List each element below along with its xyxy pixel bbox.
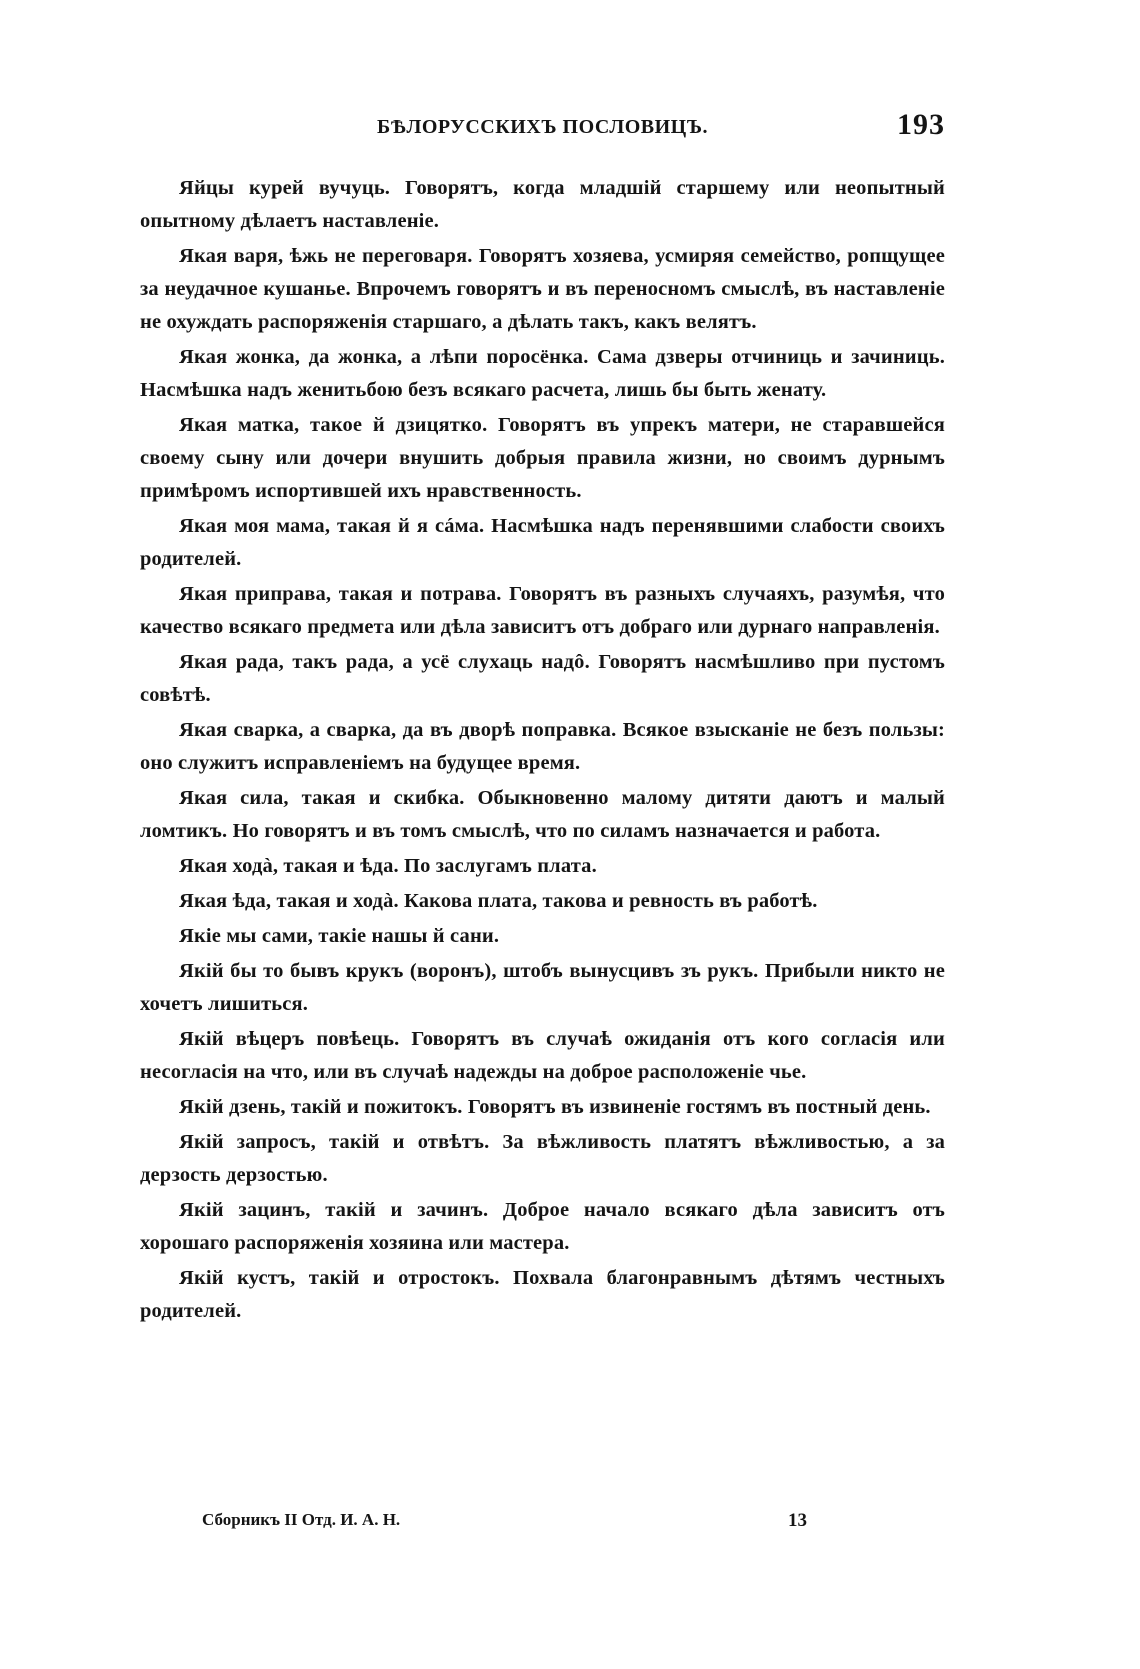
running-head — [140, 108, 945, 148]
proverb-entry: Якая рада, такъ рада, а усё слухаць надô. Говорятъ насмѣшливо при пустомъ совѣтѣ. — [140, 651, 945, 706]
proverb-entry: Якая моя мама, такая й я сáма. Насмѣшка надъ перенявшими слабости своихъ родителей. — [140, 515, 945, 570]
proverb-entry: Якій запросъ, такій и отвѣтъ. За вѣжливость платятъ вѣжливостью, а за дерзость дерзостью. — [140, 1131, 945, 1186]
proverb-entry: Яйцы курей вучуць. Говорятъ, когда младшій старшему или неопытный опытному дѣлаетъ наставленіе. — [140, 177, 945, 232]
sheet-number: 13 — [788, 1510, 807, 1531]
proverb-entry: Якая ходà, такая и ѣда. По заслугамъ плата. — [179, 855, 597, 877]
proverb-entry: Якая приправа, такая и потрава. Говорятъ въ разныхъ случаяхъ, разумѣя, что качество всякаго предмета или дѣла зависитъ отъ добраго или дурнаго направленія. — [140, 583, 945, 638]
page-number: 193 — [897, 108, 945, 141]
proverb-list — [140, 172, 945, 1330]
proverb-entry: Якій зацинъ, такій и зачинъ. Доброе начало всякаго дѣла зависитъ отъ хорошаго распоряженія хозяина или мастера. — [140, 1199, 945, 1254]
proverb-entry: Якая ѣда, такая и ходà. Какова плата, такова и ревность въ работѣ. — [179, 890, 818, 912]
proverb-entry: Якій бы то бывъ крукъ (воронъ), штобъ вынусцивъ зъ рукъ. Прибыли никто не хочетъ лишиться. — [140, 960, 945, 1015]
proverb-entry: Якій вѣцеръ повѣець. Говорятъ въ случаѣ ожиданія отъ кого согласія или несогласія на что, или въ случаѣ надежды на доброе расположеніе чье. — [140, 1028, 945, 1083]
page-footer — [140, 1510, 945, 1540]
running-title: БѢЛОРУССКИХЪ ПОСЛОВИЦЪ. — [376, 116, 709, 138]
proverb-entry: Якая жонка, да жонка, а лѣпи поросёнка. Сама дзверы отчиниць и зачиниць. Насмѣшка надъ женитьбою безъ всякаго расчета, лишь бы быть женату. — [140, 346, 945, 401]
proverb-entry: Якій дзень, такій и пожитокъ. Говорятъ въ извиненіе гостямъ въ постный день. — [179, 1096, 931, 1118]
proverb-entry: Якая матка, такое й дзицятко. Говорятъ въ упрекъ матери, не старавшейся своему сыну или дочери внушить добрыя правила жизни, но своимъ дурнымъ примѣромъ испортившей ихъ нравственность. — [140, 414, 945, 502]
signature-line: Сборникъ II Отд. И. А. Н. — [202, 1510, 401, 1529]
proverb-entry: Якій кустъ, такій и отростокъ. Похвала благонравнымъ дѣтямъ честныхъ родителей. — [140, 1267, 945, 1322]
proverb-entry: Якіе мы сами, такіе нашы й сани. — [179, 925, 500, 947]
proverb-entry: Якая сварка, а сварка, да въ дворѣ поправка. Всякое взысканіе не безъ пользы: оно служитъ исправленіемъ на будущее время. — [140, 719, 945, 774]
proverb-entry: Якая варя, ѣжь не переговаря. Говорятъ хозяева, усмиряя семейство, ропщущее за неудачное кушанье. Впрочемъ говорятъ и въ переносномъ смыслѣ, въ наставленіе не охуждать распоряженія старшаго, а дѣлать такъ, какъ велятъ. — [140, 245, 945, 333]
proverb-entry: Якая сила, такая и скибка. Обыкновенно малому дитяти даютъ и малый ломтикъ. Но говорятъ и въ томъ смыслѣ, что по силамъ назначается и работа. — [140, 787, 945, 842]
